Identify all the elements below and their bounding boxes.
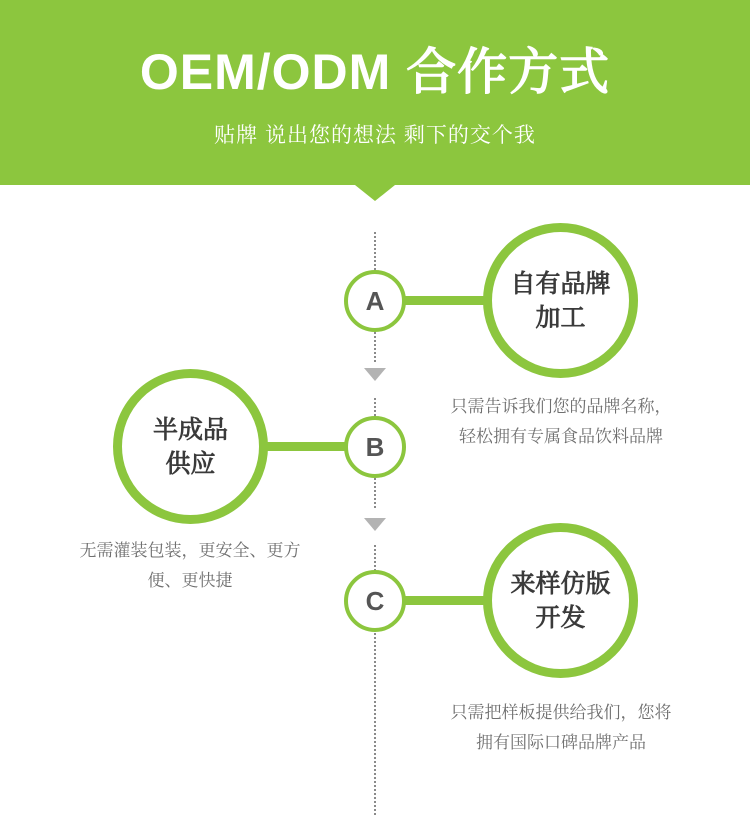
step-circle-a [483, 223, 638, 378]
step-caption-a: 只需告诉我们您的品牌名称，轻松拥有专属食品饮料品牌 [450, 397, 672, 446]
down-arrow-icon-2 [364, 518, 386, 531]
connector-bar-a [400, 296, 492, 305]
step-caption-c: 只需把样板提供给我们，您将拥有国际口碑品牌产品 [450, 703, 672, 752]
header-banner [0, 0, 750, 185]
step-title-a-line1: 自有品牌 [510, 269, 611, 298]
step-letter-node-a: A [344, 270, 406, 332]
page-subtitle: 贴牌 说出您的想法 剩下的交个我 [214, 124, 536, 147]
connector-bar-c [400, 596, 492, 605]
step-title-b-line1: 半成品 [152, 415, 228, 444]
step-title-a-line2: 加工 [535, 303, 586, 332]
header-notch-arrow [355, 185, 395, 201]
step-letter-node-b: B [344, 416, 406, 478]
step-circle-c [483, 523, 638, 678]
step-title-b-line2: 供应 [165, 449, 216, 478]
step-circle-b [113, 369, 268, 524]
step-letter-node-c: C [344, 570, 406, 632]
step-title-c-line2: 开发 [535, 603, 586, 632]
step-title-c-line1: 来样仿版 [510, 569, 611, 598]
page-title: OEM/ODM 合作方式 [139, 44, 611, 100]
down-arrow-icon-1 [364, 368, 386, 381]
step-caption-b: 无需灌装包装，更安全、更方便、更快捷 [79, 541, 301, 590]
